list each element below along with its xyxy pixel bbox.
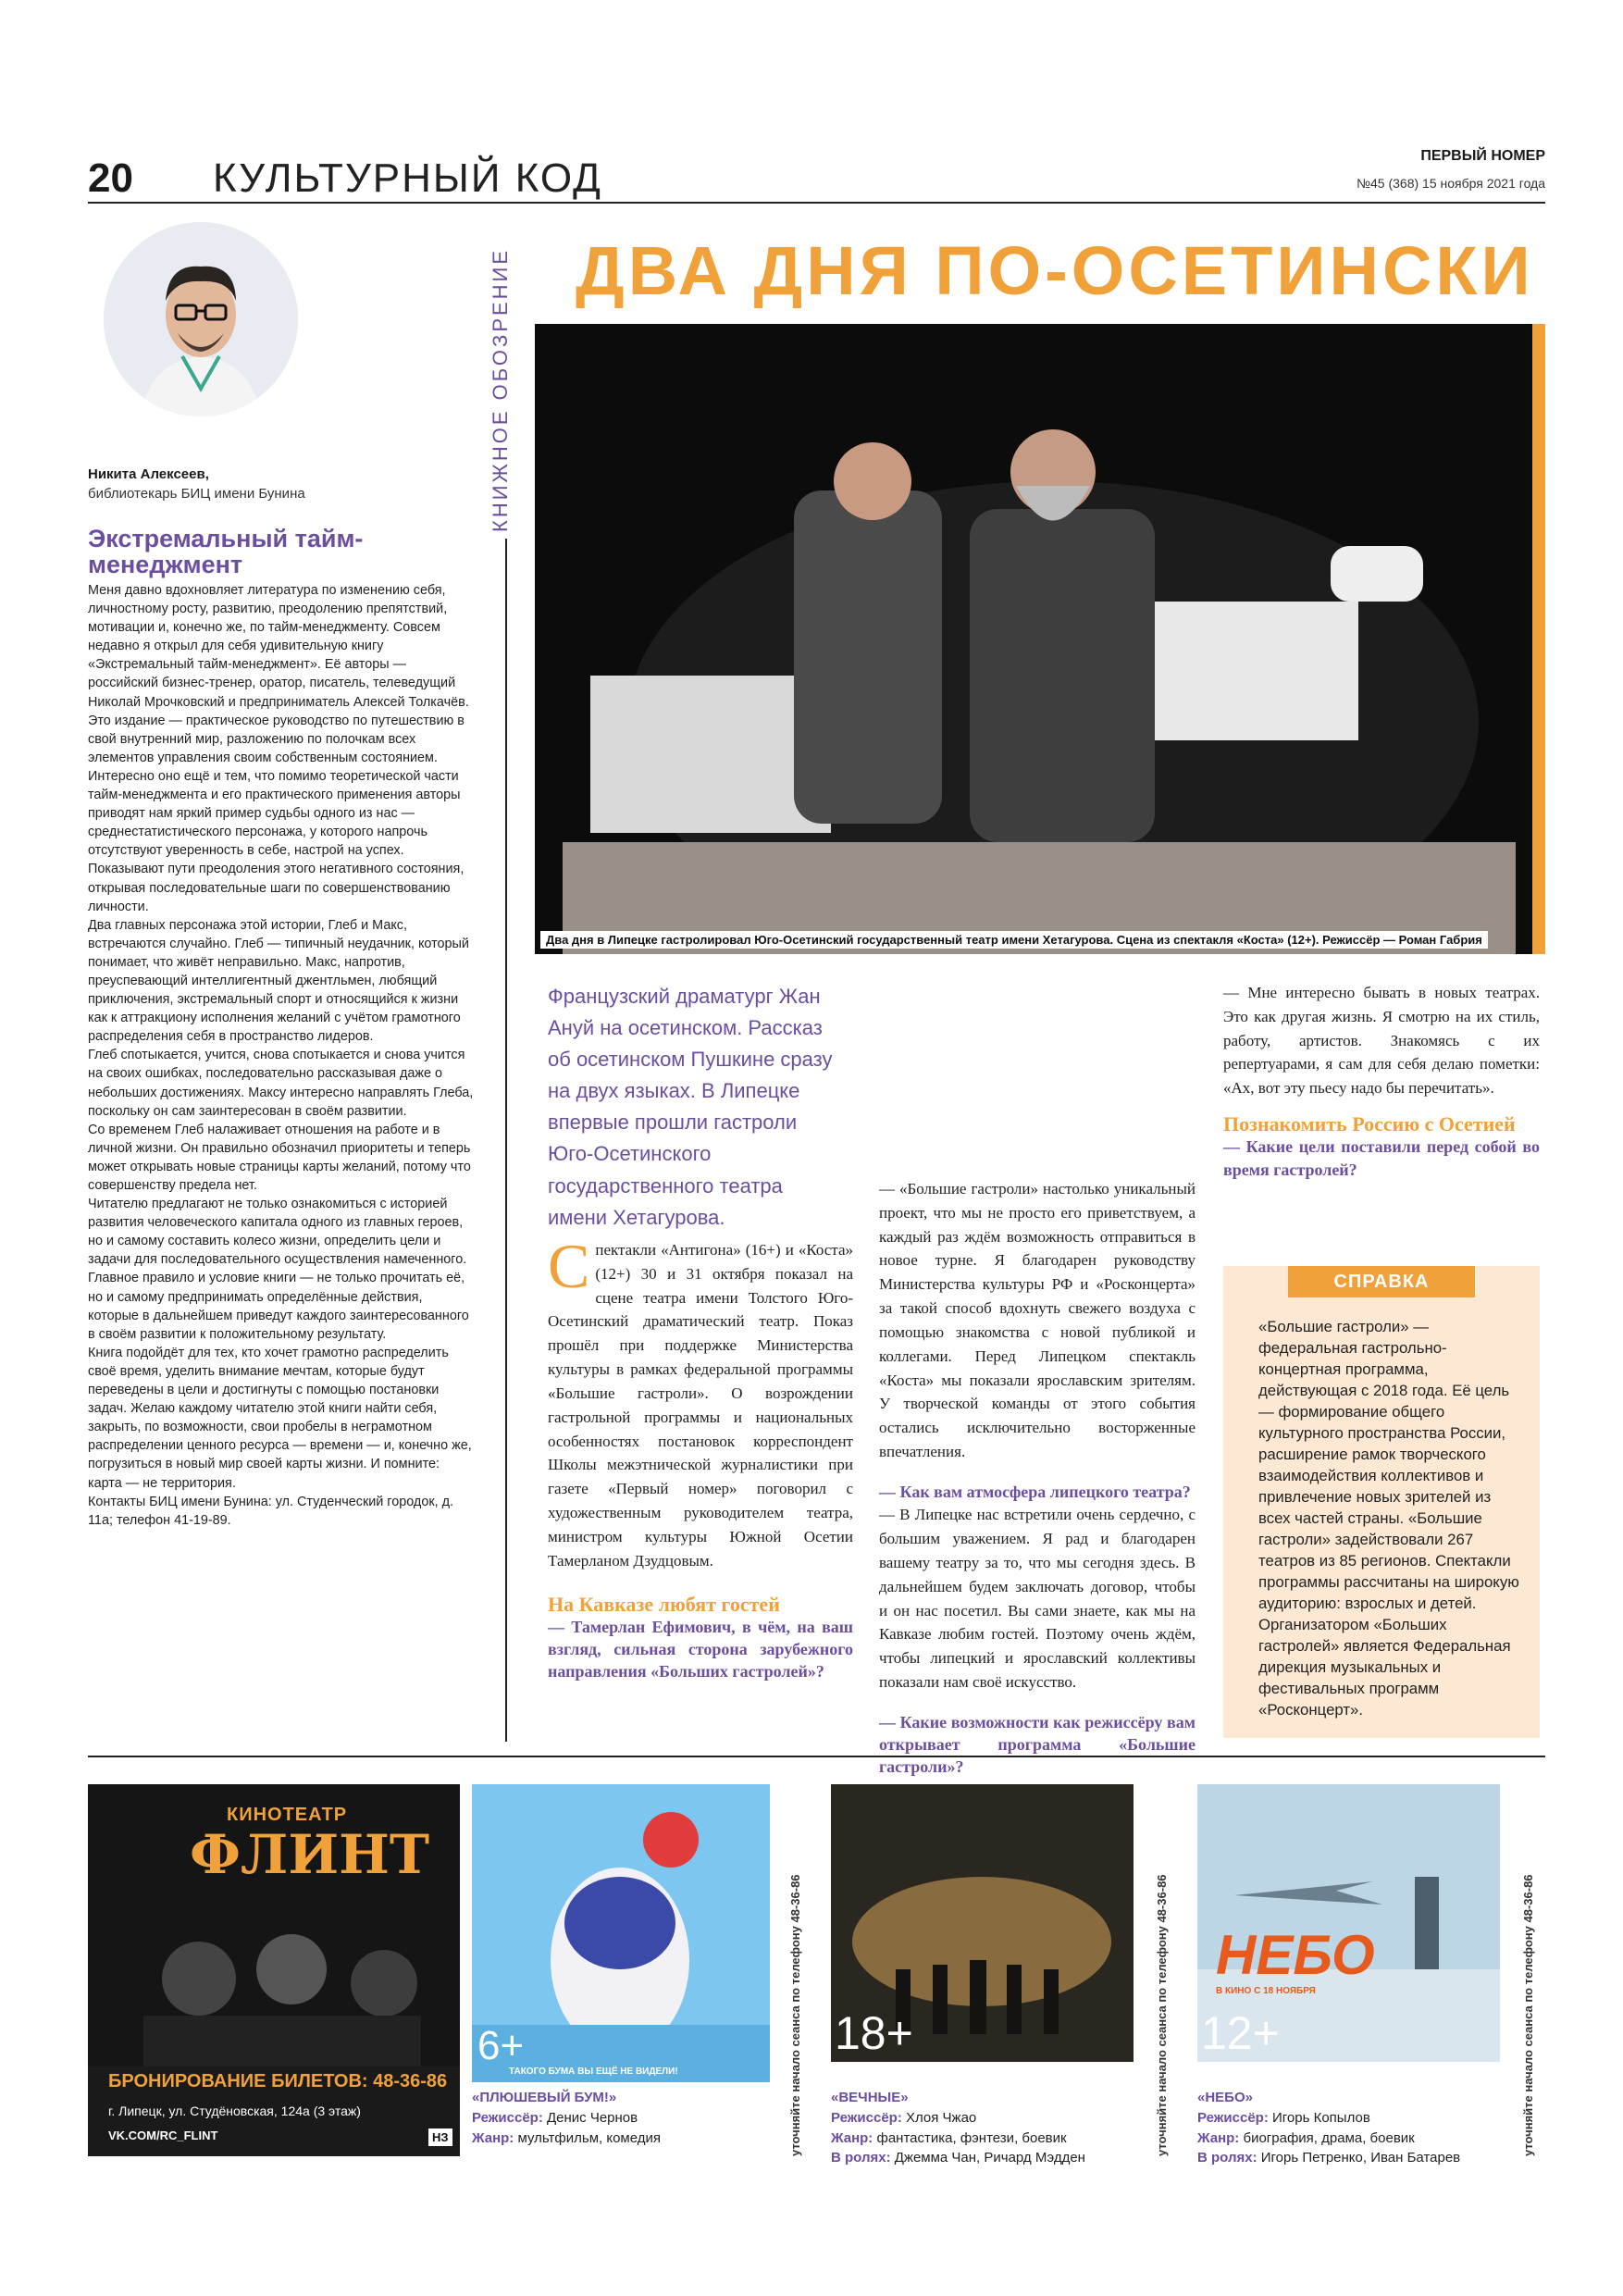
answer: — В Липецке нас встретили очень сердечно, с большим уважением. Я рад и благодарен вашему театру за то, что мы сегодня здесь. В дальнейшем будем заключать договор, чтобы и он нас посетил. Вы сами знаете, как мы на Кавказе любим гостей. Поэтому очень ждём, чтобы липецкий и ярославский коллективы показали нам своё искусство. [879, 1506, 1196, 1692]
article-column-3 [1223, 981, 1540, 1181]
answer: — «Большие гастроли» настолько уникальный проект, что мы не просто его приветствуем, а каждый раз ждём возможность отправиться в новое турне. Я благодарен руководству Министерства культуры РФ и «Росконцерта» за такой способ вдохнуть свежего воздуха с помощью знакомства с новой публикой и коллегами. Перед Липецком спектакль «Коста» мы показали ярославским зрителям. У творческой команды от этого события остались исключительно восторженные впечатления. [879, 1180, 1196, 1461]
article-column-2 [879, 1177, 1196, 1779]
author-avatar [104, 222, 298, 416]
movie-rating: 18+ [835, 2007, 913, 2059]
rubric-label: КНИЖНОЕ ОБОЗРЕНИЕ [489, 247, 512, 532]
review-paragraph: Интересно оно ещё и тем, что помимо теоретической части тайм-менеджмента и его практического применения авторы приводят нам яркий пример судьбы одного из нас — среднестатистического персонажа, у которого напрочь отсутствуют уверенность в себе, настрой на успех. Показывают пути преодоления этого негативного состояния, открывая последовательные шаги по совершенствованию личности. [88, 768, 465, 914]
movie-cast: Джемма Чан, Ричард Мэдден [894, 2150, 1085, 2166]
author-role: библиотекарь БИЦ имени Бунина [88, 486, 305, 502]
cinema-vk-link[interactable]: VK.COM/RC_FLINT [108, 2128, 218, 2142]
movie-info [472, 2088, 770, 2148]
page-number: 20 [88, 155, 133, 201]
poster-tagline: ТАКОГО БУМА ВЫ ЕЩЁ НЕ ВИДЕЛИ! [509, 2066, 678, 2077]
answer: — Мне интересно бывать в новых театрах. Это как другая жизнь. Я смотрю на их стиль, работу, артистов. Знакомясь с их репертуарами, я сам для себя делаю пометки: «Ах, вот эту пьесу надо бы перечитать». [1223, 984, 1540, 1098]
poster-title: НЕБО [1216, 1924, 1375, 1986]
genre-label: Жанр: [472, 2129, 514, 2146]
badge-nz: НЗ [428, 2128, 452, 2146]
cast-label: В ролях: [831, 2150, 891, 2166]
booking-phone: БРОНИРОВАНИЕ БИЛЕТОВ: 48-36-86 [108, 2071, 448, 2091]
dropcap: С [548, 1231, 590, 1301]
subhead: На Кавказе любят гостей [548, 1592, 780, 1616]
movie-title: «НЕБО» [1197, 2090, 1253, 2105]
movie-title: «ПЛЮШЕВЫЙ БУМ!» [472, 2090, 617, 2105]
article-intro: пектакли «Антигона» (16+) и «Коста» (12+) 30 и 31 октября показал на сцене театра имени Толстого Юго-Осетинский драматический театр. Показ прошёл при поддержке Министерства культуры в рамках федеральной программы «Большие гастроли». О возрождении гастрольной программы и национальных особенностях постановок корреспондент Школы межэтнической журналистики при газете «Первый номер» поговорил с художественным руководителем театра, министром культуры Южной Осетии Тамерланом Дзудцовым. [548, 1241, 853, 1570]
movie-info [831, 2088, 1136, 2168]
newspaper-brand: ПЕРВЫЙ НОМЕР [1420, 148, 1545, 164]
header-divider [88, 202, 1545, 204]
showtime-note [785, 1786, 812, 2156]
director-label: Режиссёр: [1197, 2109, 1269, 2126]
movie-title: «ВЕЧНЫЕ» [831, 2090, 909, 2105]
movie-rating: 12+ [1201, 2007, 1280, 2059]
showtime-note-text: уточняйте начало сеанса по телефону 48-36-86 [1521, 1874, 1535, 2156]
cinema-address: г. Липецк, ул. Студёновская, 124а (3 этаж) [108, 2104, 361, 2118]
stage-photo [535, 324, 1542, 954]
movie-rating: 6+ [477, 2023, 525, 2068]
movie-director: Хлоя Чжао [906, 2109, 977, 2126]
cinema-ad [88, 1784, 460, 2156]
cinema-label: КИНОТЕАТР [227, 1805, 348, 1825]
info-box-text: «Большие гастроли» — федеральная гастрольно-концертная программа, действующая с 2018 года. Её цель — формирование общего культурного пространства России, расширение рамок творческого взаимодействия коллективов и привлечение новых зрителей из всех частей страны. «Большие гастроли» задействовали 267 театров из 85 регионов. Спектакли программы рассчитаны на широкую аудиторию: взрослых и детей. Организатором «Больших гастролей» является Федеральная дирекция музыкальных и фестивальных программ «Росконцерт». [1258, 1318, 1519, 1719]
showtime-note [1151, 1786, 1179, 2156]
question: — Как вам атмосфера липецкого театра? [879, 1482, 1191, 1501]
article-column-1 [548, 1231, 853, 1683]
movie-genre: фантастика, фэнтези, боевик [876, 2129, 1067, 2146]
review-paragraph: Глеб спотыкается, учится, снова спотыкается и снова учится на своих ошибках, последовательно рассказывая даже о небольших достижениях. Максу интересно направлять Глеба, поскольку он сам заинтересован в своём развитии. [88, 1048, 474, 1119]
review-paragraph: Контакты БИЦ имени Бунина: ул. Студенческий городок, д. 11а; телефон 41-19-89. [88, 1494, 454, 1528]
poster-release: В КИНО С 18 НОЯБРЯ [1216, 1986, 1316, 1996]
cinema-name: ФЛИНТ [190, 1823, 430, 1886]
review-paragraph: Это издание — практическое руководство по путешествию в свой внутренний мир, разложению по полочкам всех элементов управления своим собственным состоянием. [88, 713, 465, 765]
movie-genre: биография, драма, боевик [1243, 2129, 1415, 2146]
movie-director: Игорь Копылов [1272, 2109, 1370, 2126]
review-paragraph: Два главных персонажа этой истории, Глеб и Макс, встречаются случайно. Глеб — типичный неудачник, который понимает, что живёт неправильно. Макс, напротив, преуспевающий интеллигентный джентльмен, любящий приключения, экстремальный спорт и относящийся к жизни как к аттракциону исполнения желаний с учётом грамотного распределения себя в пространство лидеров. [88, 917, 469, 1045]
photo-caption: Два дня в Липецке гастролировал Юго-Осетинский государственный театр имени Хетагурова. Сцена из спектакля «Коста» (12+). Режиссёр — Роман Габрия [540, 931, 1488, 949]
genre-label: Жанр: [831, 2129, 873, 2146]
subhead: Познакомить Россию с Осетией [1223, 1112, 1516, 1136]
movie-director: Денис Чернов [547, 2109, 638, 2126]
question: — Тамерлан Ефимович, в чём, на ваш взгляд, сильная сторона зарубежного направления «Больших гастролей»? [548, 1617, 853, 1682]
review-title: Экстремальный тайм-менеджмент [88, 525, 364, 579]
movie-poster [831, 1784, 1134, 2062]
review-paragraph: Книга подойдёт для тех, кто хочет грамотно распределить своё время, уделить внимание мечтам, которые будут переведены в цели и достигнуты с помощью постановки задач. Желаю каждому читателю этой книги найти себя, закрыть, по возможности, свои пробелы в неграмотном распределении ценного ресурса — времени — и, конечно же, погрузиться в новый мир своей карты жизни. И помните: карта — не территория. [88, 1345, 472, 1491]
column-divider [505, 539, 507, 1742]
article-headline: ДВА ДНЯ ПО-ОСЕТИНСКИ [576, 232, 1534, 309]
review-paragraph: Читателю предлагают не только ознакомиться с историей развития человеческого капитала одного из главных героев, но и самому составить колесо жизни, определить цели и задачи для последовательного осуществления намеченного. [88, 1197, 467, 1268]
movie-cast: Игорь Петренко, Иван Батарев [1260, 2150, 1461, 2166]
review-paragraph: Со временем Глеб налаживает отношения на работе и в личной жизни. Он правильно обозначил приоритеты и теперь может открывать новые страницы карты желаний, потому что совершенству предела нет. [88, 1122, 471, 1193]
section-title: КУЛЬТУРНЫЙ КОД [213, 155, 602, 201]
showtime-note-text: уточняйте начало сеанса по телефону 48-36-86 [1155, 1874, 1169, 2156]
question: — Какие цели поставили перед собой во время гастролей? [1223, 1137, 1540, 1179]
movie-poster [472, 1784, 770, 2082]
director-label: Режиссёр: [472, 2109, 543, 2126]
rubric-vertical [481, 247, 518, 532]
info-box-title: СПРАВКА [1288, 1266, 1475, 1297]
movie-info [1197, 2088, 1503, 2168]
photo-accent-bar [1532, 324, 1545, 954]
cast-label: В ролях: [1197, 2150, 1258, 2166]
showtime-note-text: уточняйте начало сеанса по телефону 48-36-86 [788, 1874, 802, 2156]
movie-genre: мультфильм, комедия [517, 2129, 661, 2146]
issue-info: №45 (368) 15 ноября 2021 года [1357, 176, 1545, 191]
review-paragraph: Меня давно вдохновляет литература по изменению себя, личностному росту, развитию, преодолению препятствий, мотивации и, конечно же, по тайм-менеджменту. Совсем недавно я открыл для себя удивительную книгу «Экстремальный тайм-менеджмент». Её авторы — российский бизнес-тренер, оратор, писатель, телеведущий Николай Мрочковский и предприниматель Алексей Толкачёв. [88, 583, 469, 710]
director-label: Режиссёр: [831, 2109, 902, 2126]
article-lead: Французский драматург Жан Ануй на осетинском. Рассказ об осетинском Пушкине сразу на двух языках. В Липецке впервые прошли гастроли Юго-Осетинского государственного театра имени Хетагурова. [548, 985, 833, 1229]
movie-poster [1197, 1784, 1500, 2062]
author-name: Никита Алексеев, [88, 466, 209, 482]
question: — Какие возможности как режиссёру вам открывает программа «Большие гастроли»? [879, 1712, 1196, 1777]
ads-divider [88, 1756, 1545, 1757]
genre-label: Жанр: [1197, 2129, 1240, 2146]
showtime-note [1518, 1786, 1545, 2156]
review-paragraph: Главное правило и условие книги — не только прочитать её, но и самому предпринимать определённые действия, которые в дальнейшем приведут каждого заинтересованного в своём развитии к положительному результату. [88, 1271, 469, 1342]
review-body [88, 581, 477, 1530]
